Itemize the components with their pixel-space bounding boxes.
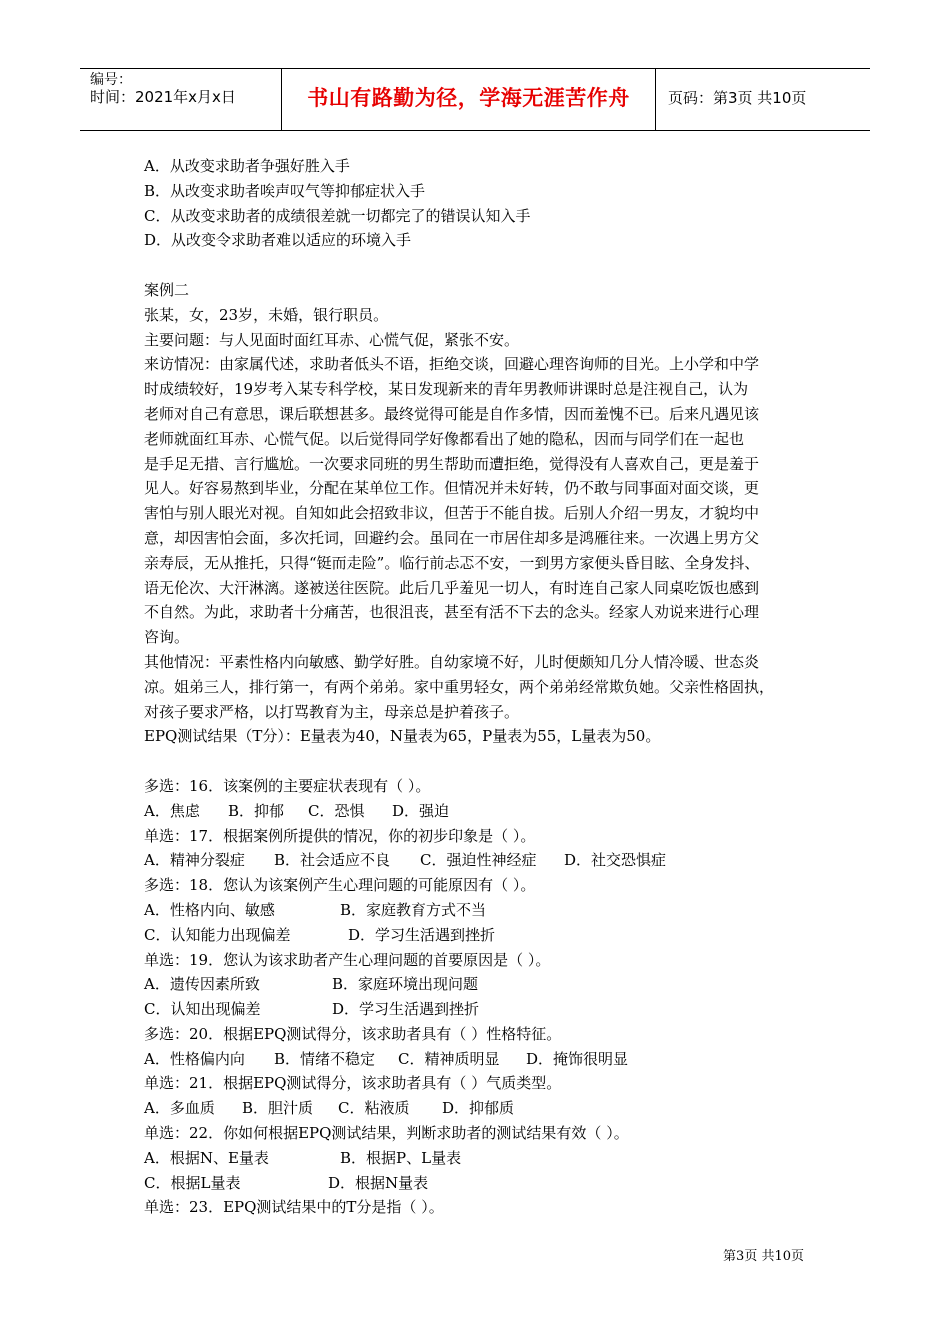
options-18a [144, 898, 824, 923]
question-19: 单选：19．您认为该求助者产生心理问题的首要原因是（ ）。 [144, 950, 551, 969]
header-motto-cell [281, 69, 656, 130]
option: C．恐惧 [308, 801, 365, 820]
option: A．根据N、E量表 [144, 1148, 269, 1167]
option: C．认知出现偏差 [144, 1000, 261, 1019]
question-21: 单选：21．根据EPQ测试得分，该求助者具有（ ）气质类型。 [144, 1074, 562, 1093]
question-22: 单选：22．你如何根据EPQ测试结果，判断求助者的测试结果有效（ ）。 [144, 1124, 629, 1143]
paragraph-line: 凉。姐弟三人，排行第一，有两个弟弟。家中重男轻女，两个弟弟经常欺负她。父亲性格固执， [144, 677, 775, 696]
option: A．性格偏内向 [144, 1049, 245, 1068]
options-16 [144, 799, 824, 824]
option: D．抑郁质 [442, 1099, 515, 1118]
paragraph-line: 老师就面红耳赤、心慌气促。以后觉得同学好像都看出了她的隐私，因而与同学们在一起也 [144, 429, 745, 448]
option: C．根据L量表 [144, 1173, 241, 1192]
option: B．社会适应不良 [274, 851, 391, 870]
question-18: 多选：18．您认为该案例产生心理问题的可能原因有（ ）。 [144, 876, 536, 895]
options-22b [144, 1171, 824, 1196]
options-20 [144, 1047, 824, 1072]
paragraph-line: 见人。好容易熬到毕业，分配在某单位工作。但情况并未好转，仍不敢与同事面对面交谈，更 [144, 479, 760, 498]
option: D．掩饰很明显 [526, 1049, 629, 1068]
option: D．社交恐惧症 [564, 851, 667, 870]
options-18b [144, 923, 824, 948]
option: B．家庭教育方式不当 [340, 900, 487, 919]
document-body [144, 154, 824, 1220]
options-19b [144, 997, 824, 1022]
header-page-cell [656, 69, 870, 130]
page-number-label: 页码：第3页 共10页 [668, 89, 807, 107]
case-basic-info: 张某，女，23岁，未婚，银行职员。 [144, 305, 389, 324]
option: C．认知能力出现偏差 [144, 925, 291, 944]
option-line: B．从改变求助者唉声叹气等抑郁症状入手 [144, 181, 426, 200]
option: B．情绪不稳定 [274, 1049, 376, 1068]
option: A．精神分裂症 [144, 851, 245, 870]
option: B．胆汁质 [242, 1099, 314, 1118]
option: C．强迫性神经症 [420, 851, 537, 870]
option: B．抑郁 [228, 801, 285, 820]
header-meta-cell [80, 69, 280, 130]
options-17 [144, 848, 824, 873]
case-main-problem: 主要问题：与人见面时面红耳赤、心慌气促，紧张不安。 [144, 330, 520, 349]
option: D．强迫 [392, 801, 450, 820]
option: C．精神质明显 [398, 1049, 500, 1068]
paragraph-line: 是手足无措、言行尴尬。一次要求同班的男生帮助而遭拒绝，觉得没有人喜欢自己，更是羞于 [144, 454, 760, 473]
page-footer: 第3页 共10页 [723, 1249, 804, 1264]
options-21 [144, 1096, 824, 1121]
option: B．根据P、L量表 [340, 1148, 462, 1167]
option-line: A．从改变求助者争强好胜入手 [144, 157, 350, 175]
options-22a [144, 1146, 824, 1171]
motto-text: 书山有路勤为径，学海无涯苦作舟 [307, 86, 630, 110]
option: C．粘液质 [338, 1099, 410, 1118]
option-line: C．从改变求助者的成绩很差就一切都完了的错误认知入手 [144, 206, 531, 225]
case-visit-paragraph [144, 352, 824, 650]
epq-result: EPQ测试结果（T分）：E量表为40，N量表为65，P量表为55，L量表为50。 [144, 727, 661, 746]
case-other-paragraph [144, 650, 824, 724]
option: D．根据N量表 [328, 1173, 429, 1192]
case-title: 案例二 [144, 280, 190, 299]
option: B．家庭环境出现问题 [332, 975, 479, 994]
option: D．学习生活遇到挫折 [332, 1000, 480, 1019]
paragraph-line: 语无伦次、大汗淋漓。遂被送往医院。此后几乎羞见一切人，有时连自己家人同桌吃饭也感到 [144, 578, 760, 597]
question-17: 单选：17．根据案例所提供的情况，你的初步印象是（ ）。 [144, 826, 536, 845]
paragraph-line: 时成绩较好，19岁考入某专科学校，某日发现新来的青年男教师讲课时总是注视自己，认为 [144, 380, 749, 399]
paragraph-line: 害怕与别人眼光对视。自知如此会招致非议，但苦于不能自拔。后别人介绍一男友，才貌均中 [144, 504, 760, 523]
option: A．遗传因素所致 [144, 975, 260, 994]
paragraph-line: 亲寿辰，无从推托，只得“铤而走险”。临行前忐忑不安，一到男方家便头昏目眩、全身发抖、 [144, 553, 760, 572]
time-label: 时间：2021年x月x日 [90, 88, 236, 106]
paragraph-line: 不自然。为此，求助者十分痛苦，也很沮丧，甚至有活不下去的念头。经家人劝说来进行心理 [144, 603, 760, 622]
question-20: 多选：20．根据EPQ测试得分，该求助者具有（ ）性格特征。 [144, 1024, 562, 1043]
question-16: 多选：16．该案例的主要症状表现有（ ）。 [144, 776, 431, 795]
paragraph-line: 其他情况：平素性格内向敏感、勤学好胜。自幼家境不好，儿时便颇知几分人情冷暖、世态炎 [144, 652, 760, 671]
paragraph-line: 来访情况：由家属代述，求助者低头不语，拒绝交谈，回避心理咨询师的目光。上小学和中学 [144, 355, 760, 374]
paragraph-line: 对孩子要求严格，以打骂教育为主，母亲总是护着孩子。 [144, 702, 520, 721]
paragraph-line: 咨询。 [144, 628, 190, 647]
option: D．学习生活遇到挫折 [348, 925, 496, 944]
option: A．性格内向、敏感 [144, 900, 275, 919]
options-19a [144, 972, 824, 997]
question-23: 单选：23．EPQ测试结果中的T分是指（ ）。 [144, 1198, 444, 1217]
paragraph-line: 老师对自己有意思，课后联想甚多。最终觉得可能是自作多情，因而羞愧不已。后来凡遇见该 [144, 404, 760, 423]
page-header [80, 68, 870, 131]
number-label: 编号： [90, 72, 132, 88]
option: A．焦虑 [144, 801, 200, 820]
paragraph-line: 意，却因害怕会面，多次托词，回避约会。虽同在一市居住却多是鸿雁往来。一次遇上男方父 [144, 528, 760, 547]
option: A．多血质 [144, 1099, 215, 1118]
option-line: D．从改变令求助者难以适应的环境入手 [144, 231, 412, 250]
